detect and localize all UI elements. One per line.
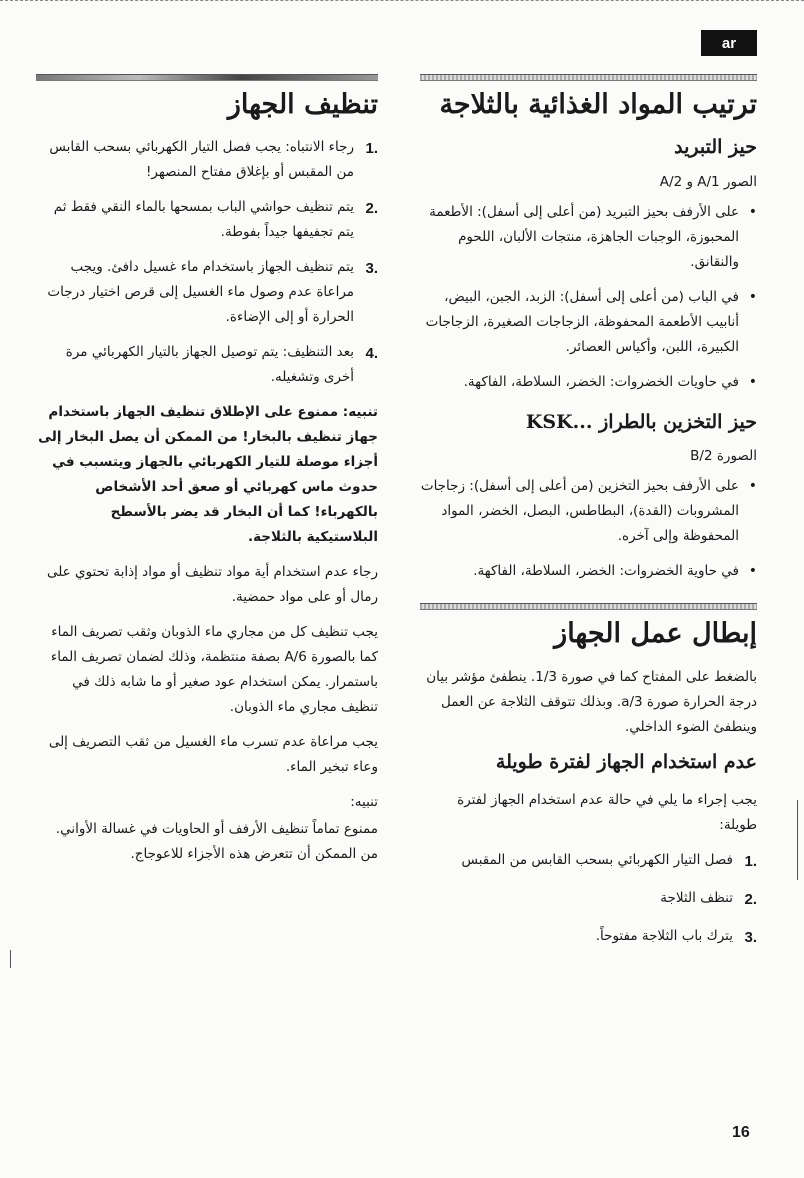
section-rule xyxy=(420,74,757,81)
list-item: • في حاويات الخضروات: الخضر، السلاطة، الفاكهة. xyxy=(463,373,757,390)
right-column xyxy=(420,74,757,961)
switch-off-text: بالضغط على المفتاح كما في صورة 1/3. ينطفئ مؤشر بيان درجة الحرارة صورة a/3. وبذلك تتوقف الثلاجة عن العمل وينطفئ الضوء الداخلي. xyxy=(426,668,757,735)
longterm-intro: يجب إجراء ما يلي في حالة عدم استخدام الجهاز لفترة طويلة: xyxy=(457,792,757,834)
note-label: تنبيه: xyxy=(350,793,378,810)
list-item: .4 بعد التنظيف: يتم توصيل الجهاز بالتيار الكهربائي مرة أخرى وتشغيله. xyxy=(65,344,378,386)
drain-caution-text: يجب مراعاة عدم تسرب ماء الغسيل من ثقب التصريف إلى وعاء تبخير الماء. xyxy=(48,733,378,775)
scan-edge xyxy=(0,0,804,7)
scan-mark xyxy=(10,950,11,968)
storage-list xyxy=(420,474,757,585)
drain-cleaning-text: يجب تنظيف كل من مجاري ماء الذوبان وثقب تصريف الماء كما بالصورة A/6 بصفة منتظمة، وذلك لضمان تصريف الماء باستمرار. يمكن استخدام عود صغير أو ما شابه ذلك في تنظيف مجاري ماء الذوبان. xyxy=(50,623,378,715)
fridge-figure-ref: الصور A/1 و A/2 xyxy=(659,174,757,191)
storage-heading: حيز التخزين بالطراز ...KSK xyxy=(525,410,757,433)
list-item: .2 يتم تنظيف حواشي الباب بمسحها بالماء النقي فقط ثم يتم تجفيفها جيداً بفوطة. xyxy=(53,199,378,241)
list-item: • على الأرفف بحيز التخزين (من أعلى إلى أسفل): زجاجات المشروبات (القدة)، البطاطس، البصل، الخضر، المواد المحفوظة وإلى آخره. xyxy=(420,478,757,545)
fridge-heading: حيز التبريد xyxy=(674,136,757,159)
storage-figure-ref: الصورة B/2 xyxy=(690,448,757,465)
list-item: .1 فصل التيار الكهربائي بسحب القابس من المقبس xyxy=(461,852,757,871)
list-item: .3 يترك باب الثلاجة مفتوحاً. xyxy=(595,927,757,946)
arrangement-title: ترتيب المواد الغذائية بالثلاجة xyxy=(439,89,757,120)
note-text: ممنوع تماماً تنظيف الأرفف أو الحاويات في غسالة الأواني. من الممكن أن تتعرض هذه الأجزاء للاعوجاج. xyxy=(55,820,378,862)
list-item: • على الأرفف بحيز التبريد (من أعلى إلى أسفل): الأطعمة المحبوزة، الوجبات الجاهزة، منتجات الألبان، اللحوم والنقانق. xyxy=(429,204,757,271)
list-item: .1 رجاء الانتباه: يجب فصل التيار الكهربائي بسحب القابس من المقبس أو بإغلاق مفتاح المنصهر! xyxy=(49,139,378,181)
scan-mark xyxy=(797,800,798,880)
steam-warning: تنبيه: ممنوع على الإطلاق تنظيف الجهاز باستخدام جهاز تنظيف بالبخار! من الممكن أن يصل البخار إلى أجزاء موصلة للتيار الكهربائي بالجهاز ويتسبب في حدوث ماس كهربائي أو صعق أحد الأشخاص بالكهرباء! كما أن البخار قد يضر بالأسطح البلاستيكية بالثلاجة. xyxy=(38,404,378,545)
section-rule xyxy=(36,74,378,81)
cleaning-steps xyxy=(36,135,378,390)
switch-off-title: إبطال عمل الجهاز xyxy=(554,618,757,650)
longterm-heading: عدم استخدام الجهاز لفترة طويلة xyxy=(495,750,757,773)
list-item: .3 يتم تنظيف الجهاز باستخدام ماء غسيل دافئ. ويجب مراعاة عدم وصول ماء الغسيل إلى قرص اختيار درجات الحرارة أو إلى الإضاءة. xyxy=(47,259,378,326)
left-column xyxy=(36,74,378,877)
no-abrasives-text: رجاء عدم استخدام أية مواد تنظيف أو مواد إذابة تحتوي على رمال أو على مواد حمضية. xyxy=(46,563,378,605)
cleaning-title: تنظيف الجهاز xyxy=(227,89,378,120)
section-rule xyxy=(420,603,757,610)
list-item: • في حاوية الخضروات: الخضر، السلاطة، الفاكهة. xyxy=(473,563,757,580)
page-number: 16 xyxy=(732,1124,750,1141)
list-item: .2 تنظف الثلاجة xyxy=(660,889,757,908)
language-badge: ar xyxy=(701,30,757,56)
longterm-steps xyxy=(420,848,757,951)
fridge-list xyxy=(420,200,757,396)
list-item: • في الباب (من أعلى إلى أسفل): الزبد، الجبن، البيض، أنابيب الأطعمة المحفوظة، الزجاجات الصغيرة، الزجاجات الكبيرة، اللبن، وأكياس العصائر. xyxy=(425,288,757,355)
